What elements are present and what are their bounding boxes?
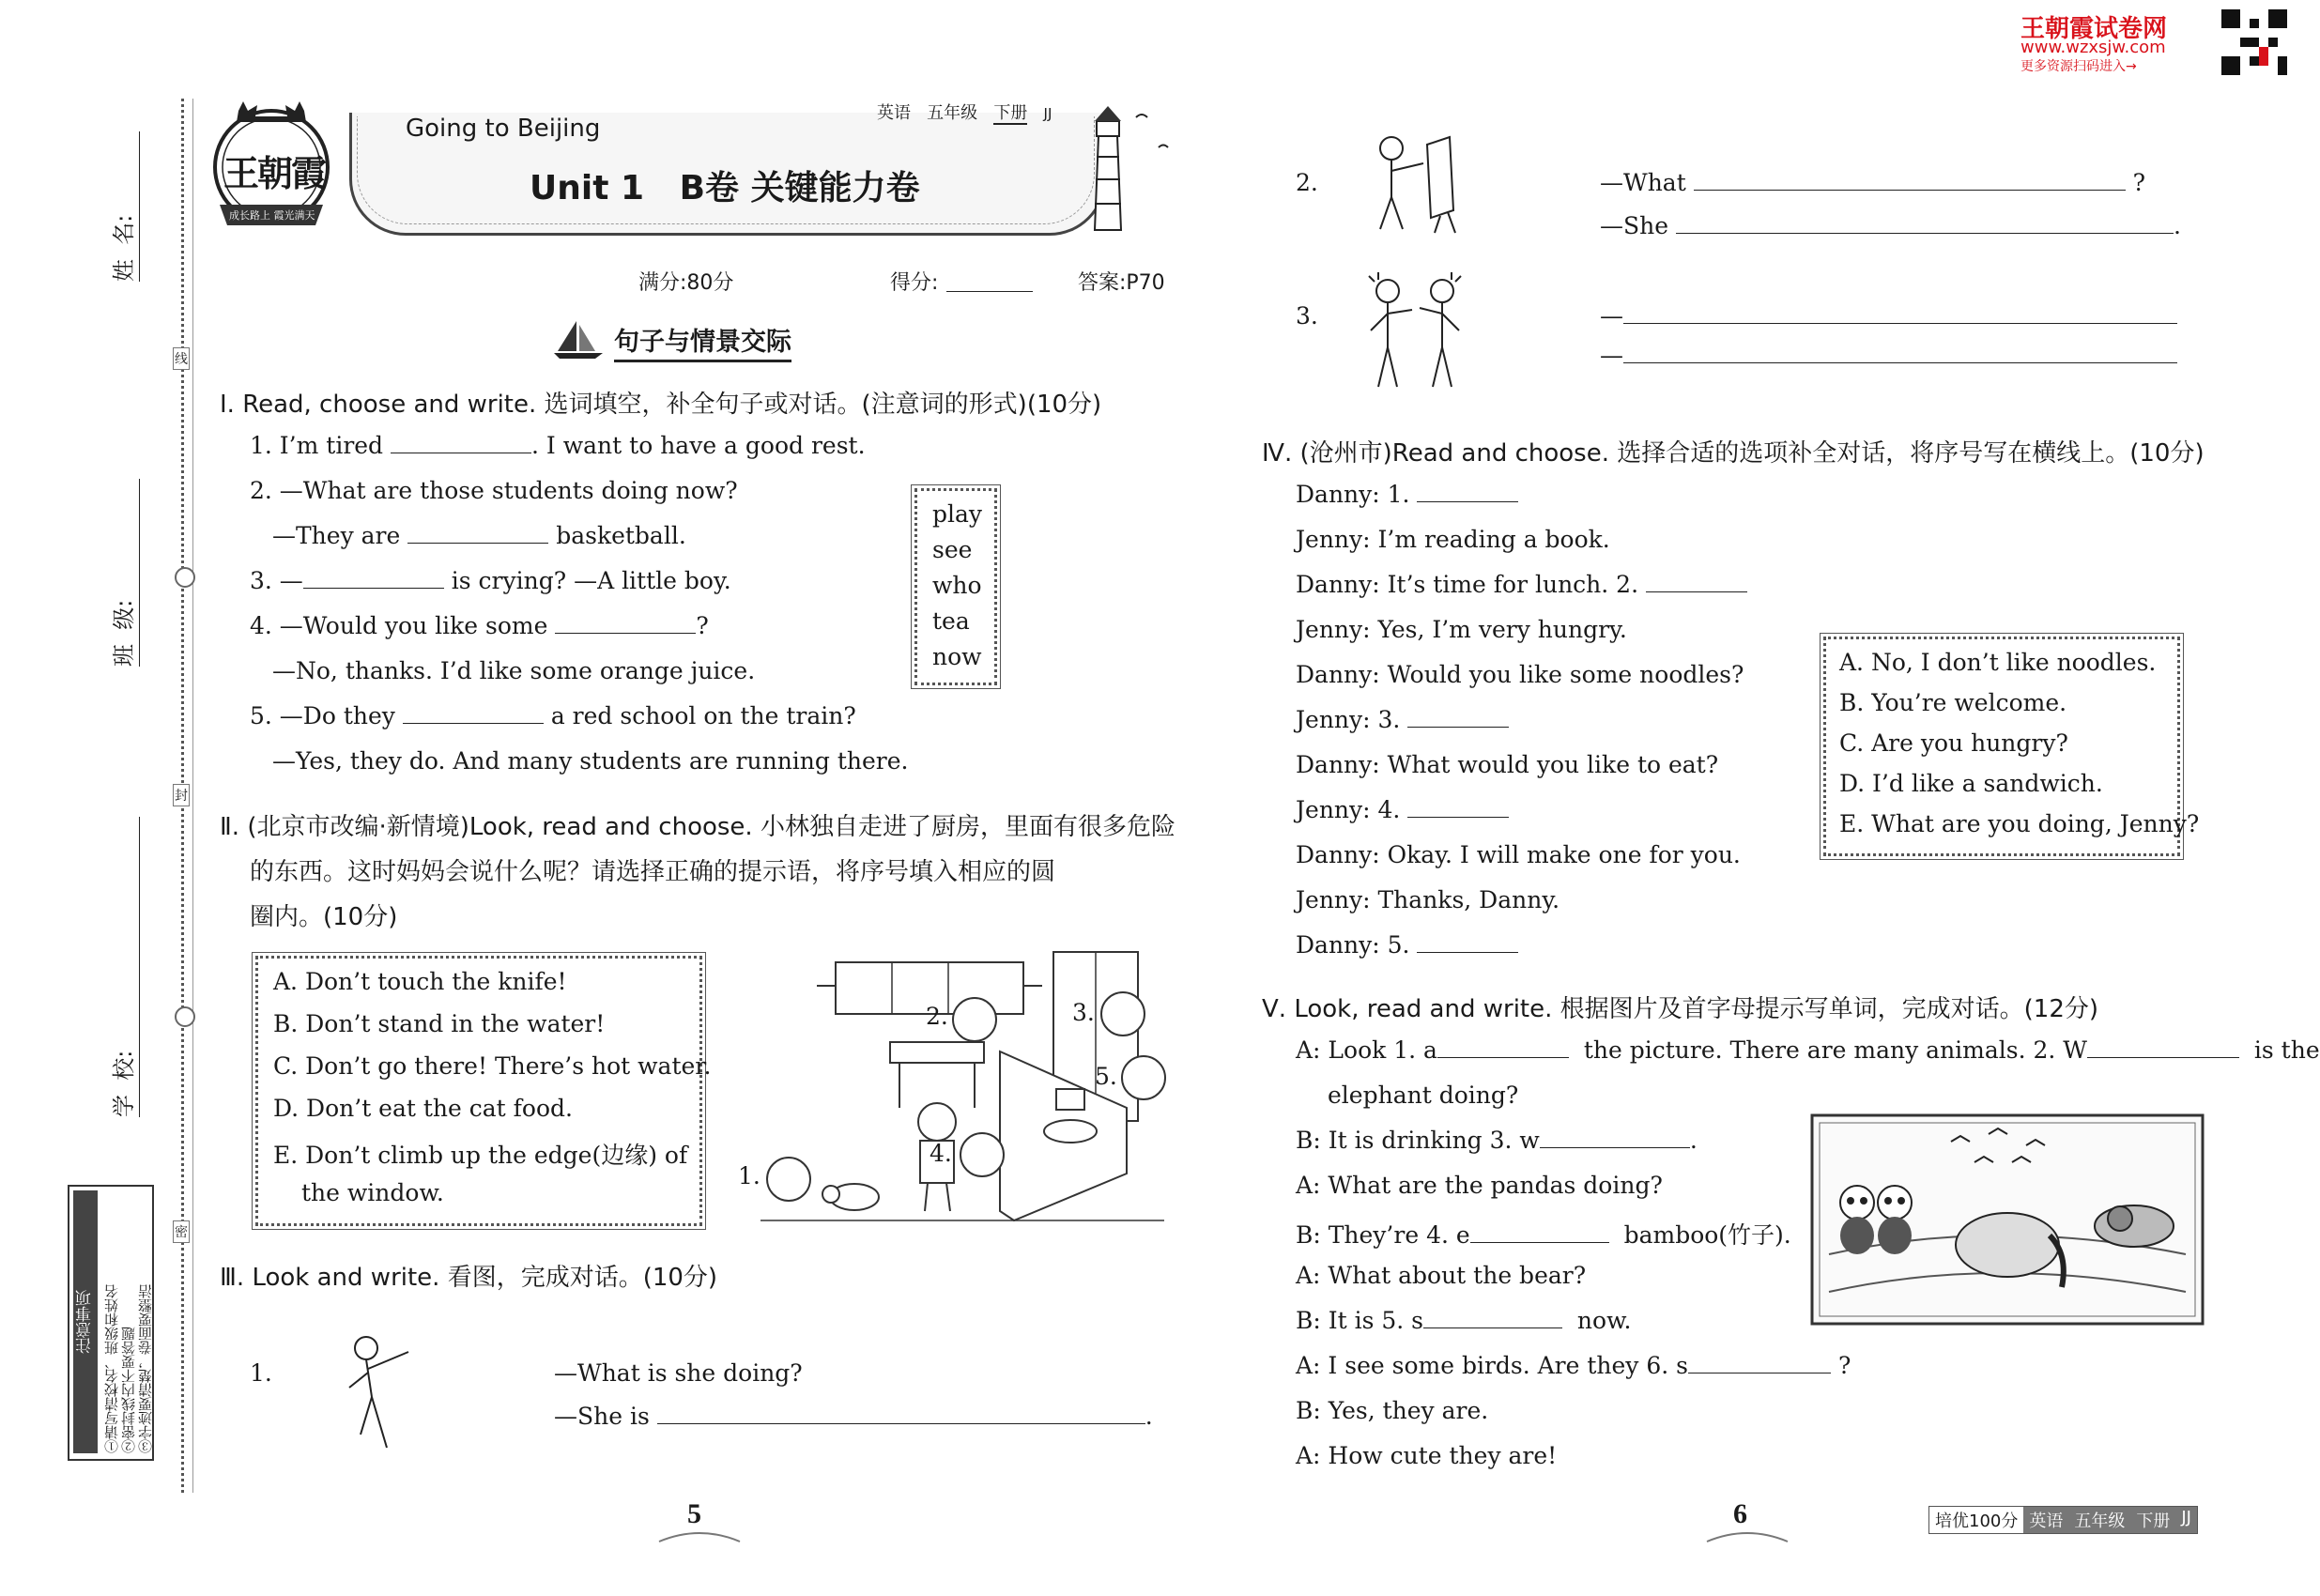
- q3-title: Ⅲ. Look and write. 看图，完成对话。(10分): [220, 1264, 718, 1292]
- q3-item2-line2: —She .: [1600, 212, 2181, 239]
- q4-dialog-line: Danny: Okay. I will make one for you.: [1296, 841, 1741, 868]
- answer-blank[interactable]: [1423, 1327, 1562, 1328]
- notice-item: ②密封线内不要答题: [120, 1327, 137, 1453]
- notice-box: [68, 1185, 154, 1461]
- q5-line: B: It is 5. s now.: [1296, 1307, 1632, 1334]
- q5-line: A: What are the pandas doing?: [1296, 1172, 1663, 1199]
- answer-blank[interactable]: [1437, 1057, 1569, 1058]
- q1-line-2: 2. —What are those students doing now?: [250, 477, 738, 504]
- answer-blank[interactable]: [403, 723, 544, 724]
- q5-line: B: They’re 4. e bamboo(竹子).: [1296, 1221, 1791, 1249]
- answer-blank[interactable]: [1417, 501, 1518, 502]
- q2-option: E. Don’t climb up the edge(边缘) of: [273, 1142, 688, 1169]
- q1-title: Ⅰ. Read, choose and write. 选词填空，补全句子或对话。(注意词的形式)(10分): [220, 391, 1102, 419]
- answer-circle[interactable]: [766, 1157, 811, 1202]
- unit-title: Unit 1 B卷 关键能力卷: [530, 169, 920, 207]
- circle-label: 2.: [926, 1003, 948, 1030]
- notice-title: 注意事项: [73, 1190, 98, 1453]
- badge-term: 下册: [2130, 1507, 2175, 1533]
- class-field-label: 班 级:: [111, 599, 137, 667]
- q4-option: A. No, I don’t like noodles.: [1839, 649, 2157, 676]
- circle-label: 1.: [738, 1162, 761, 1189]
- q5-line: A: Look 1. a the picture. There are many animals. 2. W is the: [1296, 1036, 2320, 1064]
- section-title: 句子与情景交际: [614, 321, 791, 362]
- q3-item-number: 3.: [1296, 302, 1318, 330]
- answer-circle[interactable]: [1121, 1055, 1166, 1100]
- q4-dialog-line: Jenny: I’m reading a book.: [1296, 526, 1610, 553]
- q3-item3-line1: —: [1600, 302, 2177, 330]
- binding-mark-seal: 封: [173, 784, 190, 806]
- q4-dialog-line: Danny: What would you like to eat?: [1296, 751, 1719, 778]
- q4-dialog-line: Danny: Would you like some noodles?: [1296, 661, 1744, 688]
- answer-blank[interactable]: [555, 633, 696, 634]
- binding-inner-line: [192, 99, 193, 1493]
- score-full: 满分:80分: [638, 271, 734, 295]
- class-field-line[interactable]: [139, 479, 140, 667]
- badge-grade: 五年级: [2068, 1507, 2130, 1533]
- answer-blank[interactable]: [1407, 817, 1509, 818]
- answer-circle[interactable]: [952, 997, 997, 1042]
- q2-option: C. Don’t go there! There’s hot water.: [273, 1052, 712, 1080]
- sailboat-icon: [552, 319, 605, 361]
- answer-circle[interactable]: [960, 1132, 1005, 1177]
- score-got-label: 得分:: [890, 271, 939, 295]
- binding-mark-line: 线: [173, 347, 190, 370]
- answer-blank[interactable]: [1623, 362, 2177, 363]
- q4-option: C. Are you hungry?: [1839, 729, 2068, 757]
- logo-name: 王朝霞: [223, 155, 326, 194]
- answer-blank[interactable]: [1470, 1242, 1609, 1243]
- q1-line-4: 3. — is crying? —A little boy.: [250, 567, 731, 594]
- qr-code-icon[interactable]: [2221, 9, 2287, 75]
- painting-girl-icon: [1365, 131, 1468, 235]
- badge-brand: 培优100分: [1929, 1507, 2023, 1533]
- q1-line-5: 4. —Would you like some ?: [250, 612, 709, 639]
- q2-title-line-3: 圈内。(10分): [250, 903, 398, 931]
- tag-edition: JJ: [1043, 105, 1052, 122]
- word-bank-item: play: [932, 500, 983, 528]
- q4-options-box: [1823, 637, 2200, 856]
- logo-badge: [201, 94, 342, 235]
- answer-page: 答案:P70: [1078, 271, 1165, 295]
- unit-subtitle: Going to Beijing: [406, 115, 601, 143]
- answer-blank[interactable]: [1623, 323, 2177, 324]
- tag-subject: 英语: [877, 103, 911, 123]
- answer-blank[interactable]: [1676, 233, 2174, 234]
- answer-blank[interactable]: [1407, 727, 1509, 728]
- footer-badge: [1928, 1506, 2198, 1534]
- tag-term: 下册: [993, 103, 1028, 123]
- name-field-label: 姓 名:: [111, 214, 137, 282]
- word-bank-item: see: [932, 536, 973, 563]
- binding-circle-icon: [175, 567, 195, 588]
- answer-blank[interactable]: [407, 543, 548, 544]
- q4-title: Ⅳ. (沧州市)Read and choose. 选择合适的选项补全对话，将序号写在横线上。(10分): [1262, 439, 2205, 468]
- answer-blank[interactable]: [1694, 190, 2126, 191]
- badge-edition: JJ: [2175, 1507, 2197, 1533]
- q5-line: B: It is drinking 3. w .: [1296, 1127, 1698, 1154]
- lighthouse-icon: [1080, 99, 1183, 235]
- header-tags: [877, 100, 1052, 124]
- q1-line-6: —No, thanks. I’d like some orange juice.: [272, 657, 756, 684]
- circle-label: 3.: [1072, 999, 1095, 1026]
- tag-grade: 五年级: [927, 103, 978, 123]
- q5-line: elephant doing?: [1328, 1082, 1519, 1109]
- word-bank: [914, 488, 997, 685]
- q5-line: A: How cute they are!: [1296, 1442, 1558, 1469]
- word-bank-item: tea: [932, 607, 970, 635]
- q4-dialog-line: Jenny: 3.: [1296, 706, 1509, 733]
- answer-blank[interactable]: [2087, 1057, 2239, 1058]
- q2-title-line-2: 的东西。这时妈妈会说什么呢？请选择正确的提示语，将序号填入相应的圆: [250, 858, 1056, 886]
- q4-dialog-line: Danny: 5.: [1296, 931, 1518, 959]
- page-number-right: 6: [1733, 1498, 1747, 1529]
- q5-line: A: I see some birds. Are they 6. s ?: [1296, 1352, 1851, 1379]
- logo-ribbon: 成长路上 霞光满天: [229, 209, 315, 222]
- q1-line-3: —They are basketball.: [272, 522, 686, 549]
- q4-dialog-line: Danny: It’s time for lunch. 2.: [1296, 571, 1747, 598]
- q2-option: D. Don’t eat the cat food.: [273, 1095, 573, 1122]
- q4-option: D. I’d like a sandwich.: [1839, 770, 2103, 797]
- name-field-line[interactable]: [139, 131, 140, 282]
- q3-item2-line1: —What ?: [1600, 169, 2146, 196]
- answer-blank[interactable]: [303, 588, 444, 589]
- q3-item1-line2: —She is .: [554, 1403, 1153, 1430]
- two-people-icon: [1365, 272, 1468, 394]
- answer-blank[interactable]: [1540, 1147, 1690, 1148]
- notice-item: ①请写清校名、班级和姓名: [103, 1284, 120, 1453]
- q3-item1-line1: —What is she doing?: [554, 1359, 803, 1387]
- q1-line-1: 1. I’m tired . I want to have a good rest.: [250, 432, 866, 459]
- circle-label: 5.: [1095, 1063, 1117, 1090]
- q4-option: E. What are you doing, Jenny?: [1839, 810, 2200, 837]
- word-bank-item: now: [932, 643, 982, 670]
- q5-line: B: Yes, they are.: [1296, 1397, 1489, 1424]
- q2-title-line-1: Ⅱ. (北京市改编·新情境)Look, read and choose. 小林独自走进了厨房，里面有很多危险: [220, 813, 1175, 841]
- q3-item3-line2: —: [1600, 342, 2177, 369]
- school-field-line[interactable]: [139, 817, 140, 1117]
- page-swoosh-icon: [657, 1528, 742, 1545]
- binding-circle-icon: [175, 1006, 195, 1027]
- zoo-illustration: [1810, 1113, 2205, 1326]
- badge-subject: 英语: [2023, 1507, 2068, 1533]
- school-field-label: 学 校:: [111, 1050, 137, 1117]
- watermark-url: www.wzxsjw.com: [2020, 38, 2166, 57]
- q4-dialog-line: Danny: 1.: [1296, 481, 1518, 508]
- q4-dialog-line: Jenny: 4.: [1296, 796, 1509, 823]
- score-got-blank[interactable]: [946, 291, 1033, 292]
- watermark-brand: 王朝霞试卷网: [2020, 15, 2168, 43]
- binding-mark-secret: 密: [173, 1220, 190, 1243]
- watermark-tip: 更多资源扫码进入→: [2020, 59, 2137, 74]
- circle-label: 4.: [930, 1140, 952, 1167]
- q3-item-number: 1.: [250, 1359, 272, 1387]
- page-swoosh-icon: [1705, 1528, 1790, 1545]
- answer-circle[interactable]: [1100, 991, 1145, 1036]
- word-bank-item: who: [932, 572, 982, 599]
- q4-dialog-line: Jenny: Yes, I’m very hungry.: [1296, 616, 1627, 643]
- q1-line-8: —Yes, they do. And many students are running there.: [272, 747, 909, 775]
- answer-blank[interactable]: [1417, 952, 1518, 953]
- q1-line-7: 5. —Do they a red school on the train?: [250, 702, 856, 729]
- q4-dialog-line: Jenny: Thanks, Danny.: [1296, 886, 1560, 913]
- q3-item-number: 2.: [1296, 169, 1318, 196]
- q5-title: Ⅴ. Look, read and write. 根据图片及首字母提示写单词，完成对话。(12分): [1262, 995, 2099, 1023]
- page-number-left: 5: [687, 1498, 701, 1529]
- q4-option: B. You’re welcome.: [1839, 689, 2067, 716]
- q2-option: the window.: [301, 1179, 444, 1206]
- q2-options-box: [255, 956, 712, 1226]
- q2-option: A. Don’t touch the knife!: [273, 968, 567, 995]
- notice-item: ③字迹要清楚，卷面要整洁: [137, 1284, 154, 1453]
- answer-blank[interactable]: [1646, 591, 1747, 592]
- answer-blank[interactable]: [657, 1423, 1145, 1424]
- q5-line: A: What about the bear?: [1296, 1262, 1587, 1289]
- q2-option: B. Don’t stand in the water!: [273, 1010, 606, 1037]
- dancing-girl-icon: [329, 1331, 423, 1453]
